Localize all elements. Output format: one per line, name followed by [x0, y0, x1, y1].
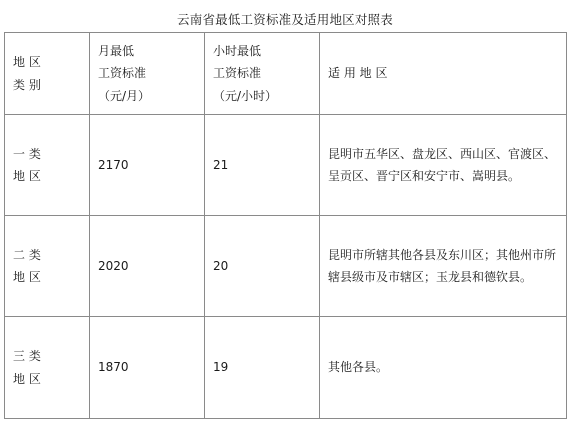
- header-region-category-label: 地 区 类 别: [13, 55, 41, 92]
- applicable-areas-cell: [320, 317, 567, 419]
- monthly-wage-value: 1870: [98, 360, 129, 375]
- header-monthly-wage-label: 月最低 工资标准 （元/月）: [98, 44, 151, 103]
- table-row: [5, 115, 567, 216]
- applicable-areas-text: 昆明市所辖其他各县及东川区；其他州市所辖县级市及市辖区；玉龙县和德钦县。: [328, 247, 557, 284]
- hourly-wage-cell: [205, 216, 320, 317]
- monthly-wage-value: 2170: [98, 157, 129, 172]
- table-header-row: [5, 33, 567, 115]
- monthly-wage-cell: [90, 216, 205, 317]
- region-category-cell: [5, 216, 90, 317]
- monthly-wage-cell: [90, 115, 205, 216]
- region-category-cell: [5, 317, 90, 419]
- hourly-wage-cell: [205, 115, 320, 216]
- header-hourly-wage-label: 小时最低 工资标准 （元/小时）: [213, 44, 278, 103]
- table-row: [5, 317, 567, 419]
- header-region-category: [5, 33, 90, 115]
- region-category-cell: [5, 115, 90, 216]
- header-hourly-wage: [205, 33, 320, 115]
- region-category-text: 二 类 地 区: [13, 247, 41, 284]
- hourly-wage-value: 20: [213, 258, 229, 273]
- wage-standard-table: [4, 32, 567, 419]
- page-title: 云南省最低工资标准及适用地区对照表: [177, 12, 393, 27]
- region-category-text: 一 类 地 区: [13, 146, 41, 183]
- applicable-areas-cell: [320, 115, 567, 216]
- table-row: [5, 216, 567, 317]
- hourly-wage-value: 21: [213, 157, 229, 172]
- monthly-wage-cell: [90, 317, 205, 419]
- header-applicable-areas-label: 适 用 地 区: [328, 66, 388, 81]
- header-applicable-areas: [320, 33, 567, 115]
- applicable-areas-text: 昆明市五华区、盘龙区、西山区、官渡区、呈贡区、晋宁区和安宁市、嵩明县。: [328, 146, 557, 183]
- region-category-text: 三 类 地 区: [13, 349, 41, 386]
- applicable-areas-text: 其他各县。: [328, 360, 389, 375]
- monthly-wage-value: 2020: [98, 258, 129, 273]
- header-monthly-wage: [90, 33, 205, 115]
- applicable-areas-cell: [320, 216, 567, 317]
- hourly-wage-value: 19: [213, 360, 229, 375]
- hourly-wage-cell: [205, 317, 320, 419]
